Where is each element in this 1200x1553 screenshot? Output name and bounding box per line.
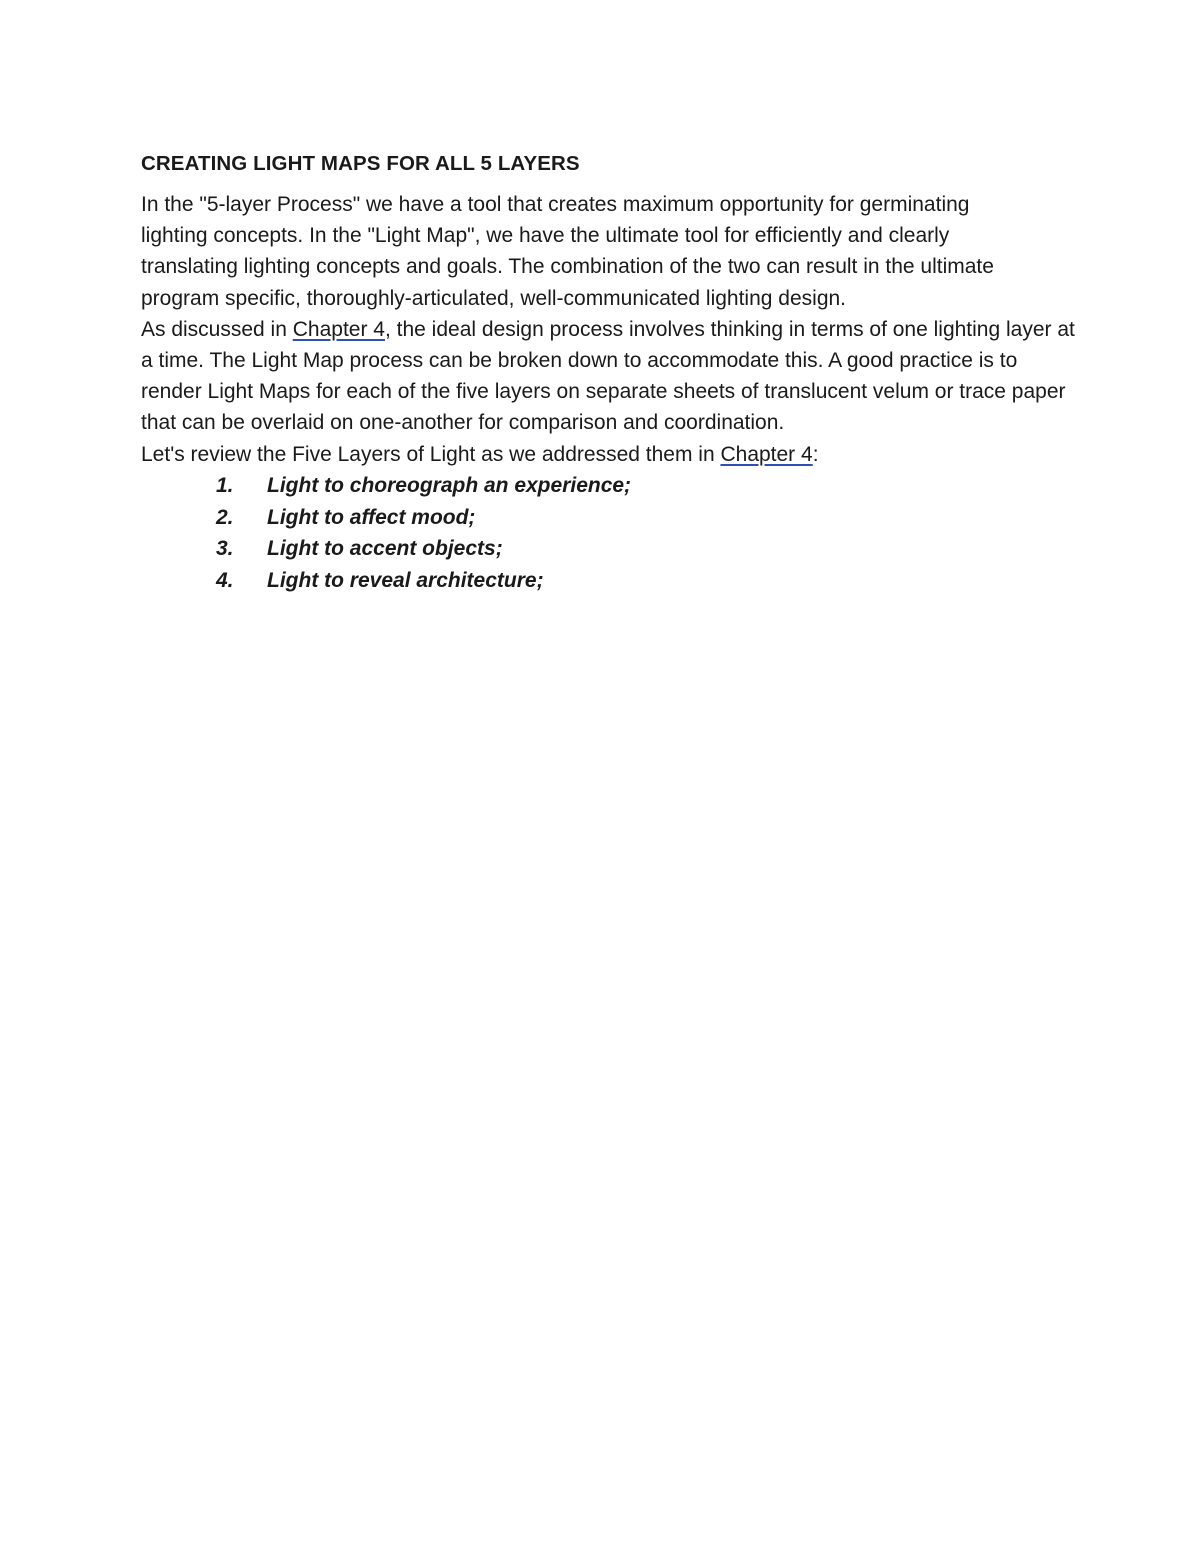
list-item-text: Light to reveal architecture;: [267, 569, 544, 593]
review-paragraph-end: :: [812, 442, 819, 466]
review-paragraph: [141, 439, 1081, 470]
review-paragraph-lead: Let's review the Five Layers of Light as we addressed them in: [141, 442, 721, 466]
list-item-number: 2.: [216, 505, 234, 529]
page-title: CREATING LIGHT MAPS FOR ALL 5 LAYERS: [141, 152, 580, 175]
chapter-4-link[interactable]: Chapter 4: [292, 317, 385, 341]
intro-paragraph: In the "5-layer Process" we have a tool that creates maximum opportunity for germinating lighting concepts. In the "Light Map", we have the ultimate tool for efficiently and clearly translating lighting concepts and goals. The combination of the two can result in the ultimate program specific, thoroughly-articulated, well-communicated lighting design.: [141, 193, 994, 310]
list-item-text: Light to affect mood;: [267, 505, 476, 529]
list-item: [141, 502, 1081, 534]
chapter-4-link-2[interactable]: Chapter 4: [720, 442, 813, 466]
process-paragraph: [141, 314, 1076, 439]
process-paragraph-rest: , the ideal design process involves thinking in terms of one lighting layer at a time. The Light Map process can be broken down to accommodate this. A good practice is to render Light Maps for each of the five layers on separate sheets of translucent velum or trace paper that can be overlaid on one-another for comparison and coordination.: [141, 317, 1075, 435]
list-item-number: 1.: [216, 473, 234, 497]
list-item-number: 3.: [216, 537, 234, 561]
process-paragraph-lead: As discussed in: [141, 317, 293, 341]
list-item-text: Light to accent objects;: [267, 537, 503, 561]
list-item: [141, 533, 1081, 565]
document-body: [141, 150, 1081, 597]
list-item: [141, 470, 1081, 502]
list-item-text: Light to choreograph an experience;: [267, 473, 632, 497]
list-item-number: 4.: [216, 569, 234, 593]
five-layers-list: [141, 470, 1081, 597]
list-item: [141, 565, 1081, 597]
